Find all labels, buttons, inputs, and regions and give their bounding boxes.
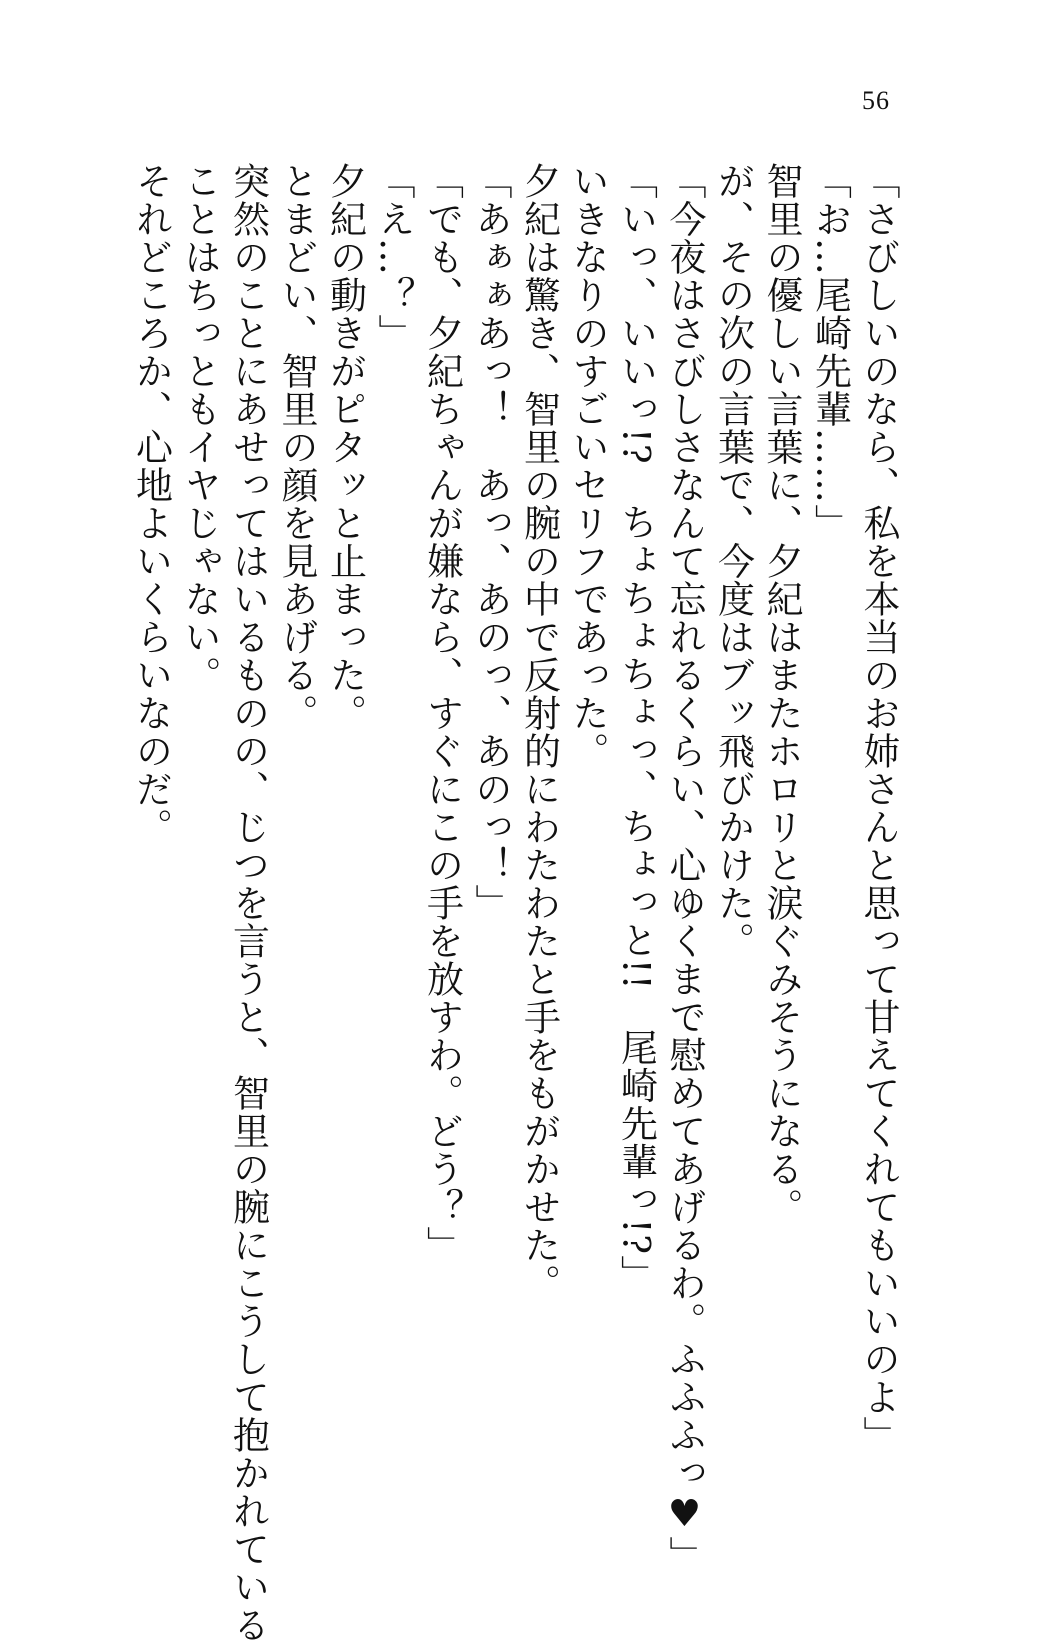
text-line: 夕紀は驚き、智里の腕の中で反射的にわたわたと手をもがかせた。 (517, 162, 561, 1302)
text-line: 智里の優しい言葉に、夕紀はまたホロリと涙ぐみそうになる。 (760, 162, 803, 1226)
page-number: 56 (862, 86, 890, 115)
text-line: ことはちっともイヤじゃない。 (178, 162, 221, 694)
text-line: 突然のことにあせってはいるものの、じつを言うと、智里の腕にこうして抱かれている (226, 162, 270, 1644)
text-line: 「さびしいのなら、私を本当のお姉さんと思って甘えてくれてもいいのよ」 (857, 162, 900, 1454)
text-line: 「でも、夕紀ちゃんが嫌なら、すぐにこの手を放すわ。どう？」 (420, 162, 464, 1264)
text-line: 夕紀の動きがピタッと止まった。 (323, 162, 367, 732)
text-line: 「お…尾崎先輩……」 (808, 162, 852, 542)
text-line: それどころか、心地よいくらいなのだ。 (129, 162, 173, 846)
text-line: が、その次の言葉で、今度はブッ飛びかけた。 (711, 162, 755, 960)
text-line: 「あぁぁあっ！ あっ、あのっ、あのっ！」 (469, 162, 512, 922)
text-line: 「今夜はさびしさなんて忘れるくらい、心ゆくまで慰めてあげるわ。ふふふっ♥」 (663, 162, 706, 1574)
text-line: 「え…？」 (372, 162, 415, 352)
text-line: 「いっ、いいっ!? ちょちょちょっ、ちょっと!! 尾崎先輩っ!?」 (614, 162, 658, 1294)
text-line: いきなりのすごいセリフであった。 (566, 162, 609, 770)
text-line: とまどい、智里の顔を見あげる。 (275, 162, 318, 732)
novel-text-body (126, 162, 902, 1644)
